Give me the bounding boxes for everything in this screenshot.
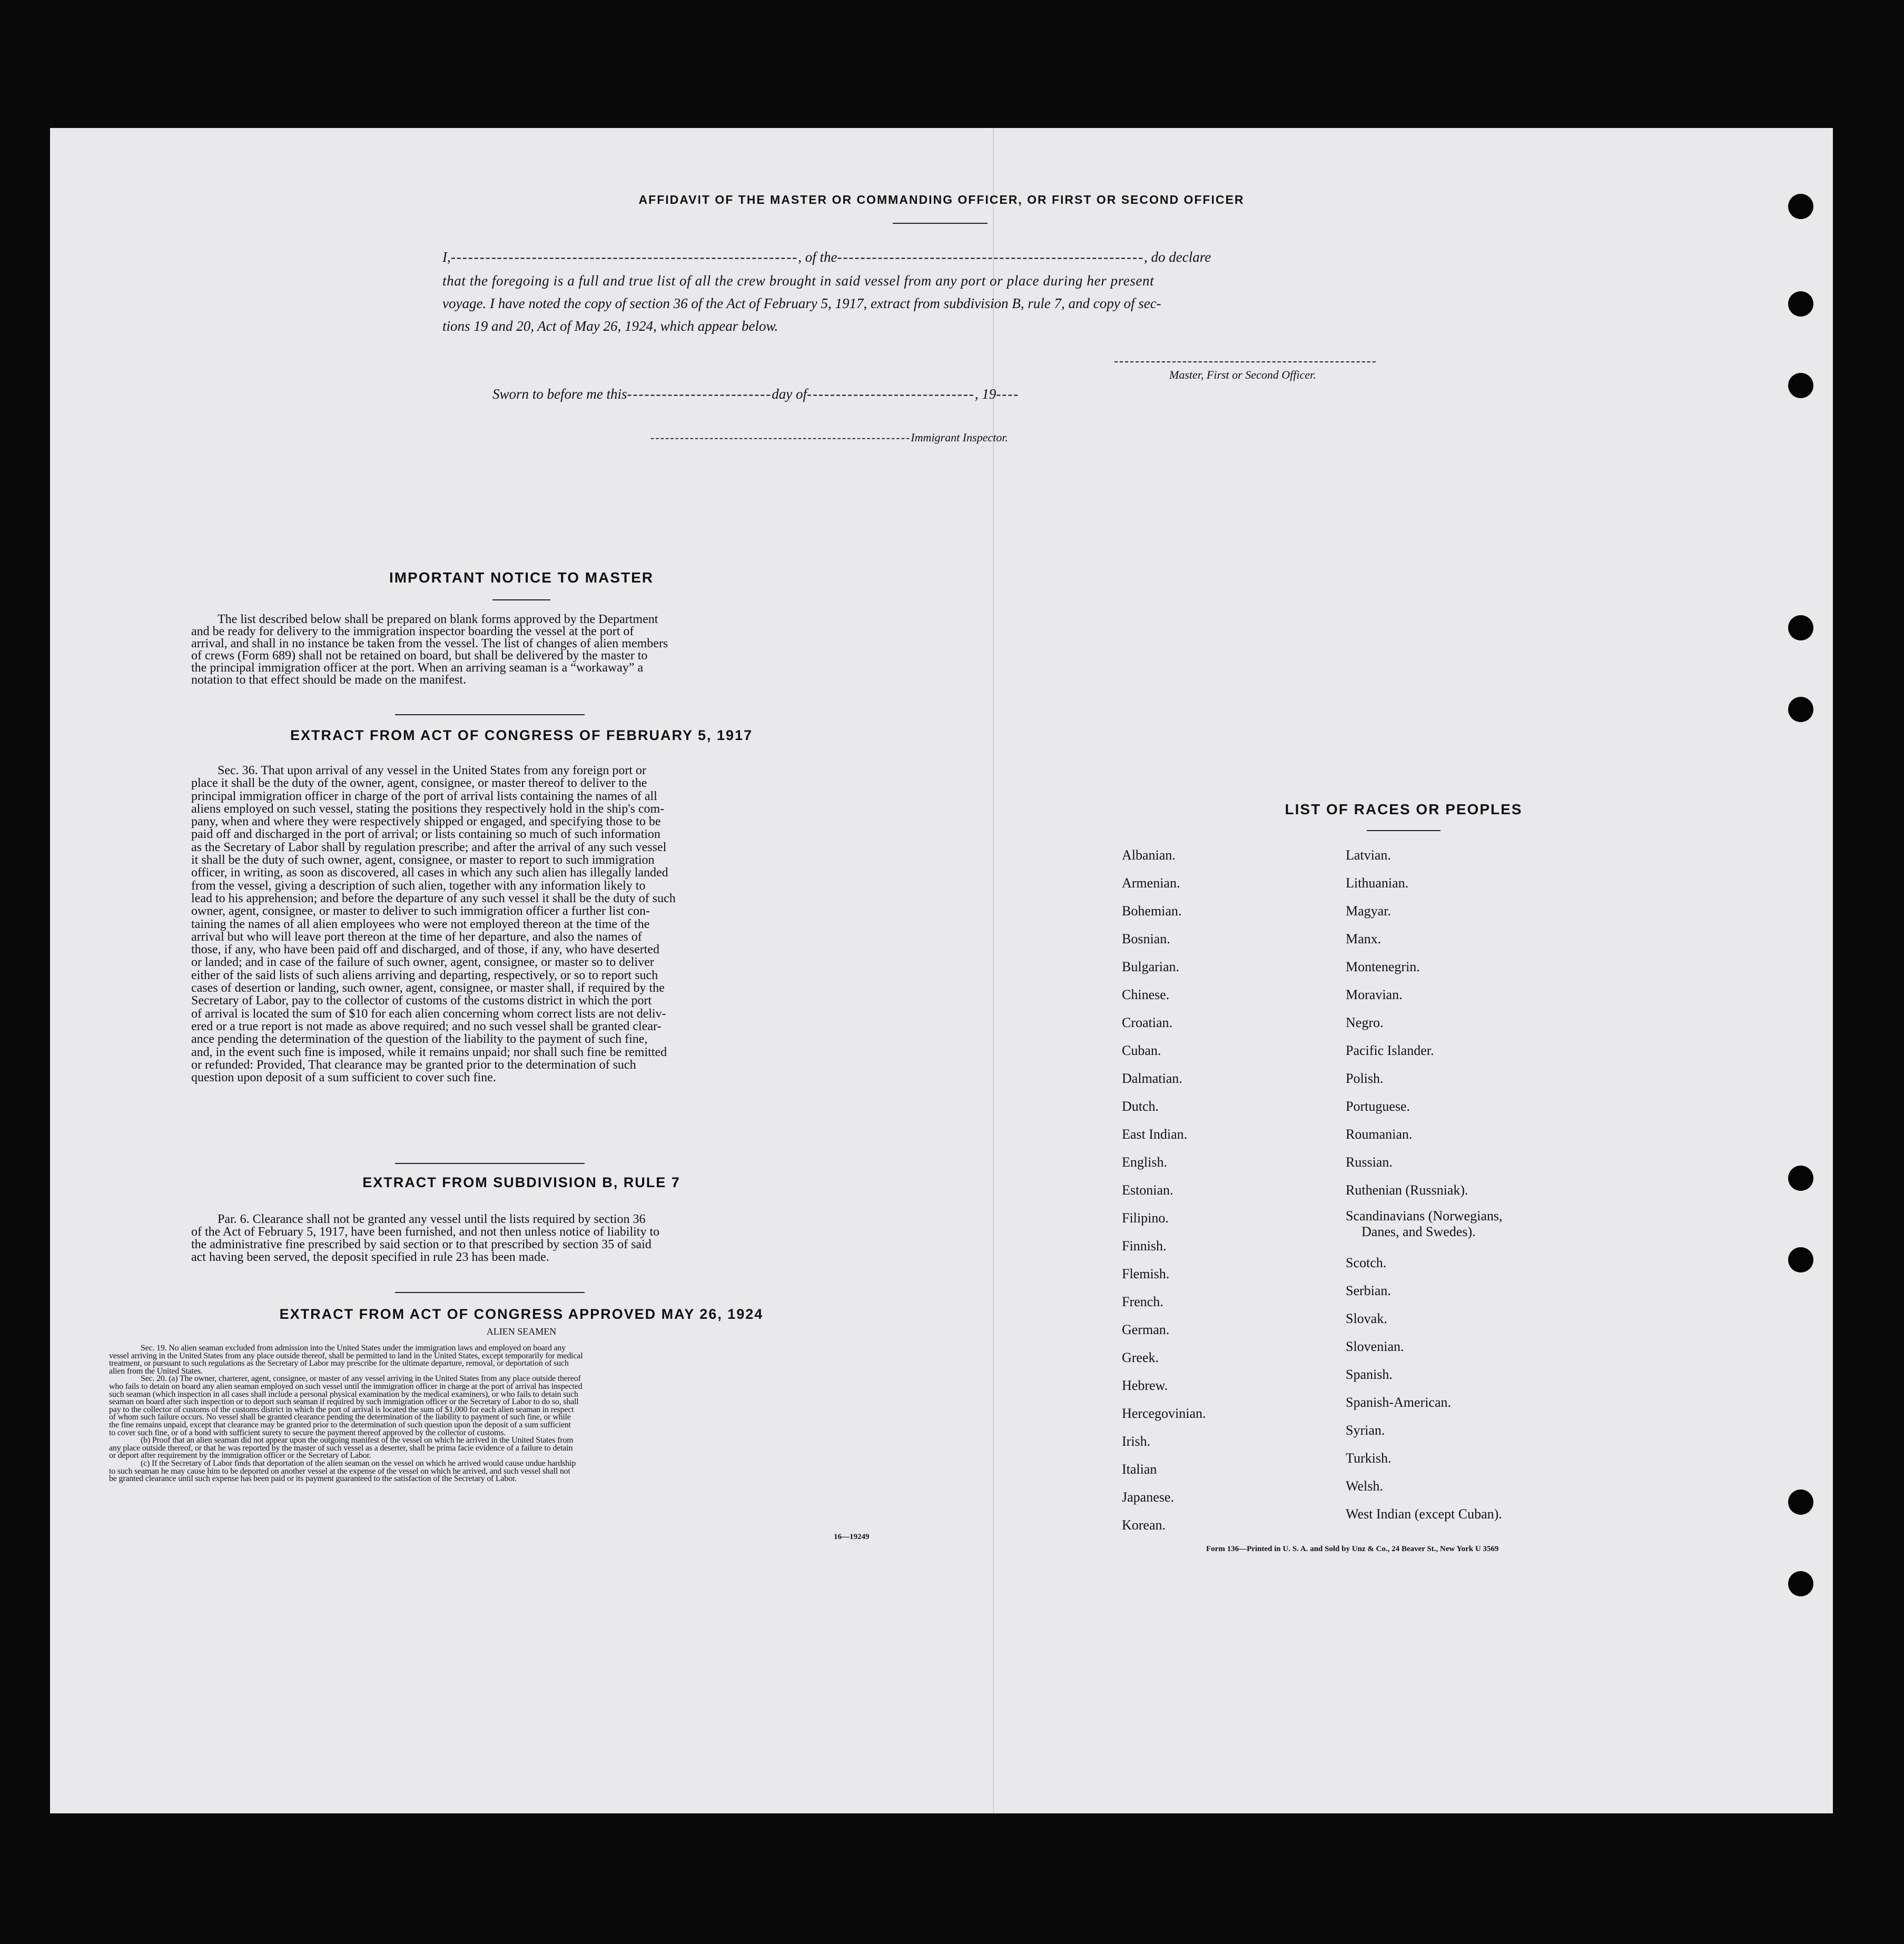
race-item: Syrian. — [1346, 1423, 1385, 1438]
sec20-line: seaman on board after such inspection or to deport such seaman if required by such immigration officer or the Secretary of Labor to do so, shall — [109, 1397, 579, 1407]
extract-rule7-body — [191, 1213, 849, 1264]
race-item: Estonian. — [1122, 1182, 1173, 1198]
race-item: Russian. — [1346, 1154, 1393, 1170]
divider — [1367, 830, 1441, 831]
race-item: Armenian. — [1122, 875, 1180, 891]
race-item: Finnish. — [1122, 1238, 1167, 1254]
punch-hole — [1788, 1489, 1813, 1515]
race-item: Greek. — [1122, 1350, 1159, 1365]
extract-1917-title: EXTRACT FROM ACT OF CONGRESS OF FEBRUARY 5, 1917 — [290, 727, 753, 743]
sec20-line: of whom such failure occurs. No vessel shall be granted clearance pending the determination of the liability to payment of such fine, or while — [109, 1413, 571, 1422]
sec36-line: paid off and discharged in the port of arrival; or lists containing so much of such information — [191, 827, 660, 842]
sec36-line: those, if any, who have been paid off and discharged, and of those, if any, who have deserted — [191, 943, 660, 957]
extract-1924-title: EXTRACT FROM ACT OF CONGRESS APPROVED MAY 26, 1924 — [279, 1306, 764, 1322]
extract-rule7-title: EXTRACT FROM SUBDIVISION B, RULE 7 — [362, 1175, 680, 1190]
race-item-scandinavians — [1346, 1204, 1502, 1249]
sec36-line: either of the said lists of such aliens arriving and departing, respectively, or so to report such — [191, 968, 658, 982]
inspector-blank: ----------------------------------------------------- — [650, 431, 911, 444]
notice-line: and be ready for delivery to the immigration inspector boarding the vessel at the port of — [191, 625, 634, 638]
race-item: Montenegrin. — [1346, 959, 1420, 974]
sec20-line: pay to the collector of customs of the customs district in which the port of arrival is located the sum of $1,000 for each alien seaman in respect — [109, 1405, 574, 1414]
race-item: Scotch. — [1346, 1255, 1387, 1270]
race-item: Polish. — [1346, 1071, 1384, 1086]
race-item: Cuban. — [1122, 1043, 1161, 1058]
notice-body — [191, 614, 849, 686]
punch-hole — [1788, 1166, 1813, 1191]
race-item: Portuguese. — [1346, 1099, 1410, 1114]
decl-do-declare: , do declare — [1144, 249, 1211, 265]
race-item: Filipino. — [1122, 1210, 1169, 1226]
sec36-line: aliens employed on such vessel, stating the positions they respectively hold in the ship's com- — [191, 802, 665, 816]
race-item: Turkish. — [1346, 1450, 1392, 1466]
race-item: Spanish-American. — [1346, 1395, 1452, 1410]
sec20-line: the fine remains unpaid, except that clearance may be granted prior to the determination of such question upon the deposit of a sum sufficient — [109, 1420, 571, 1429]
sworn-day-of: day of — [772, 386, 807, 402]
sec20-line: Sec. 20. (a) The owner, charterer, agent, consignee, or master of any vessel arriving in the United States from any place outside thereof — [141, 1374, 581, 1384]
sworn-prefix: Sworn to before me this — [492, 386, 627, 402]
notice-line: arrival, and shall in no instance be taken from the vessel. The list of changes of alien members — [191, 637, 668, 650]
affidavit-title: AFFIDAVIT OF THE MASTER OR COMMANDING OFFICER, OR FIRST OR SECOND OFFICER — [638, 193, 1245, 206]
race-item: Hebrew. — [1122, 1378, 1168, 1393]
divider — [395, 714, 585, 715]
races-left-column — [1122, 841, 1206, 1539]
print-code: 16—19249 — [834, 1533, 870, 1541]
master-signature-label: Master, First or Second Officer. — [1169, 368, 1316, 381]
sec20-line: be granted clearance until such expense has been paid or its payment guaranteed to the satisfaction of the Secretary of Labor. — [109, 1474, 517, 1484]
declaration-line-4: tions 19 and 20, Act of May 26, 1924, which appear below. — [442, 318, 778, 334]
race-item: Moravian. — [1346, 987, 1403, 1002]
race-item: Roumanian. — [1346, 1127, 1413, 1142]
sec36-line: arrival but who will leave port thereon at the time of her departure, and also the names of — [191, 930, 642, 944]
race-item: Italian — [1122, 1462, 1157, 1477]
sec36-line: pany, when and where they were respectively shipped or engaged, and specifying those to be — [191, 815, 661, 829]
race-item: Korean. — [1122, 1517, 1166, 1533]
race-item: Irish. — [1122, 1434, 1151, 1449]
sec20-line: such seaman (which inspection in all cases shall include a personal physical examination by the medical examiners), or who fails to detain such — [109, 1389, 578, 1399]
sec36-line: principal immigration officer in charge of the port of arrival lists containing the names of all — [191, 789, 657, 803]
race-item: Scandinavians (Norwegians, — [1346, 1208, 1503, 1223]
sworn-line — [492, 386, 1019, 402]
sec36-line: of arrival is located the sum of $10 for each alien concerning whom correct lists are not deliv- — [191, 1006, 666, 1021]
divider — [893, 223, 988, 224]
declaration-line-3: voyage. I have noted the copy of section 36 of the Act of February 5, 1917, extract from subdivision B, rule 7, and copy of sec- — [442, 295, 1161, 311]
race-item: Latvian. — [1346, 847, 1391, 863]
sec20-line: to cover such fine, or of a bond with sufficient surety to secure the payment thereof approved by the collector of customs. — [109, 1428, 506, 1437]
race-item: Dalmatian. — [1122, 1071, 1182, 1086]
master-signature-line: -------------------------------------------------- — [1114, 354, 1377, 368]
race-item: Ruthenian (Russniak). — [1346, 1182, 1468, 1198]
sec20-line: who fails to detain on board any alien seaman employed on such vessel until the immigration officer in charge at the port of arrival has inspected — [109, 1381, 583, 1391]
sec36-line: ered or a true report is not made as above required; and no such vessel shall be granted clear- — [191, 1019, 662, 1033]
sec36-line: ance pending the determination of the question of the liability to the payment of such fine, — [191, 1032, 648, 1047]
par6-line: Par. 6. Clearance shall not be granted any vessel until the lists required by section 36 — [218, 1212, 646, 1226]
races-title: LIST OF RACES OR PEOPLES — [1285, 801, 1523, 817]
inspector-label: Immigrant Inspector. — [911, 431, 1008, 444]
divider — [395, 1163, 585, 1164]
race-item-continued: Danes, and Swedes). — [1362, 1224, 1476, 1239]
sec36-line: and, in the event such fine is imposed, while it remains unpaid; nor shall such fine be remitted — [191, 1045, 667, 1059]
race-item: Bosnian. — [1122, 931, 1170, 946]
race-item: Chinese. — [1122, 987, 1170, 1002]
race-item: Hercegovinian. — [1122, 1406, 1206, 1421]
race-item: Pacific Islander. — [1346, 1043, 1434, 1058]
document-page — [50, 128, 1833, 1813]
race-item: Lithuanian. — [1346, 875, 1409, 891]
sec20-line: (b) Proof that an alien seaman did not appear upon the outgoing manifest of the vessel on which he arrived in the United States from — [141, 1436, 574, 1445]
par6-line: the administrative fine prescribed by said section or to that prescribed by section 35 of said — [191, 1238, 652, 1251]
sec36-line: Sec. 36. That upon arrival of any vessel in the United States from any foreign port or — [218, 764, 647, 777]
race-item: Welsh. — [1346, 1478, 1383, 1494]
sec19-line: alien from the United States. — [109, 1366, 203, 1376]
sec20-line: or deport after requirement by the immigration officer or the Secretary of Labor. — [109, 1451, 371, 1461]
sec36-line: officer, in writing, as soon as discovered, all cases in which any such alien has illegally landed — [191, 866, 668, 880]
punch-hole — [1788, 291, 1813, 317]
notice-title: IMPORTANT NOTICE TO MASTER — [389, 569, 654, 586]
decl-i: I, — [442, 249, 451, 265]
punch-hole — [1788, 1571, 1813, 1596]
race-item: Spanish. — [1346, 1367, 1393, 1382]
race-item: Slovak. — [1346, 1311, 1387, 1326]
sec20-line: any place outside thereof, or that he was reported by the master of such vessel as a deserter, shall be prima facie evidence of a failure to detain — [109, 1443, 573, 1453]
day-blank: ------------------------- — [627, 386, 772, 402]
sec36-line: cases of desertion or landing, such owner, agent, consignee, or master shall, if required by the — [191, 981, 665, 995]
divider — [395, 1292, 585, 1293]
sec36-line: or landed; and in case of the failure of such owner, agent, consignee, or master so to deliver — [191, 955, 654, 970]
notice-line: the principal immigration officer at the port. When an arriving seaman is a “workaway” a — [191, 661, 644, 675]
extract-1917-body — [191, 764, 849, 1084]
sec36-line: it shall be the duty of such owner, agent, consignee, or master to report to such immigration — [191, 853, 655, 867]
race-item: Flemish. — [1122, 1266, 1170, 1281]
divider — [492, 599, 550, 600]
punch-hole — [1788, 697, 1813, 722]
race-item: Bulgarian. — [1122, 959, 1180, 974]
sec36-line: Secretary of Labor, pay to the collector of customs of the customs district in which the port — [191, 994, 652, 1008]
race-item: Croatian. — [1122, 1015, 1173, 1030]
punch-hole — [1788, 1247, 1813, 1272]
sec20-line: (c) If the Secretary of Labor finds that deportation of the alien seaman on the vessel on which he arrived would cause undue hardship — [141, 1458, 576, 1468]
race-item: Serbian. — [1346, 1283, 1391, 1298]
sec36-line: owner, agent, consignee, or master to deliver to such immigration officer a further list con- — [191, 904, 650, 919]
race-item: West Indian (except Cuban). — [1346, 1506, 1502, 1522]
sworn-year: , 19 — [974, 386, 997, 402]
race-item: German. — [1122, 1322, 1170, 1337]
par6-line: act having been served, the deposit specified in rule 23 has been made. — [191, 1250, 549, 1264]
vessel-blank: ----------------------------------------------------- — [837, 249, 1145, 265]
sec19-line: Sec. 19. No alien seaman excluded from admission into the United States under the immigration laws and employed on board any — [141, 1344, 566, 1353]
punch-hole — [1788, 373, 1813, 398]
race-item: French. — [1122, 1294, 1163, 1309]
extract-1924-subtitle: ALIEN SEAMEN — [486, 1326, 557, 1337]
name-blank: ------------------------------------------------------------ — [450, 249, 798, 265]
month-blank: ----------------------------- — [807, 386, 975, 402]
punch-hole — [1788, 194, 1813, 219]
declaration-line-2: that the foregoing is a full and true list of all the crew brought in said vessel from any port or place during her present — [442, 273, 1155, 289]
race-item: Japanese. — [1122, 1489, 1174, 1505]
sec20-line: to such seaman he may cause him to be deported on another vessel at the expense of the vessel on which he arrived, and such vessel shall not — [109, 1466, 570, 1476]
notice-line: of crews (Form 689) shall not be retained on board, but shall be delivered by the master to — [191, 649, 648, 663]
punch-hole — [1788, 615, 1813, 640]
race-item: Albanian. — [1122, 847, 1176, 863]
sec36-line: lead to his apprehension; and before the departure of any such vessel it shall be the duty of such — [191, 891, 676, 905]
sec36-line: as the Secretary of Labor shall by regulation prescribe; and after the arrival of any such vessel — [191, 840, 667, 854]
notice-line: The list described below shall be prepared on blank forms approved by the Department — [218, 613, 658, 626]
declaration-line-1 — [442, 249, 1211, 265]
form-footer: Form 136—Printed in U. S. A. and Sold by Unz & Co., 24 Beaver St., New York U 3569 — [1206, 1545, 1499, 1553]
sec36-line: place it shall be the duty of the owner, agent, consignee, or master thereof to deliver to the — [191, 776, 647, 791]
race-item: Slovenian. — [1346, 1339, 1404, 1354]
par6-line: of the Act of February 5, 1917, have been furnished, and not then unless notice of liability to — [191, 1225, 660, 1239]
notice-line: notation to that effect should be made on the manifest. — [191, 673, 467, 687]
decl-of-the: , of the — [798, 249, 837, 265]
race-item: Negro. — [1346, 1015, 1384, 1030]
sec19-line: vessel arriving in the United States from any place outside thereof, shall be permitted to land in the United States, except temporarily for medical — [109, 1351, 583, 1360]
race-item: East Indian. — [1122, 1127, 1188, 1142]
races-right-column — [1346, 841, 1502, 1528]
sec36-line: or refunded: Provided, That clearance may be granted prior to the determination of such — [191, 1058, 636, 1072]
race-item: Bohemian. — [1122, 903, 1182, 919]
race-item: Magyar. — [1346, 903, 1391, 919]
extract-1924-body — [109, 1345, 935, 1483]
inspector-line — [650, 431, 1008, 445]
year-blank: ---- — [996, 386, 1020, 402]
sec36-line: from the vessel, giving a description of such alien, together with any information likely to — [191, 879, 646, 893]
center-fold — [993, 128, 994, 1813]
sec36-line: taining the names of all alien employees who were not employed thereon at the time of the — [191, 917, 650, 931]
sec36-line: question upon deposit of a sum sufficient to cover such fine. — [191, 1071, 496, 1085]
race-item: English. — [1122, 1154, 1167, 1170]
race-item: Manx. — [1346, 931, 1382, 946]
sec19-line: treatment, or pursuant to such regulations as the Secretary of Labor may prescribe for the ultimate departure, removal, or deportation of such — [109, 1359, 569, 1368]
race-item: Dutch. — [1122, 1099, 1159, 1114]
